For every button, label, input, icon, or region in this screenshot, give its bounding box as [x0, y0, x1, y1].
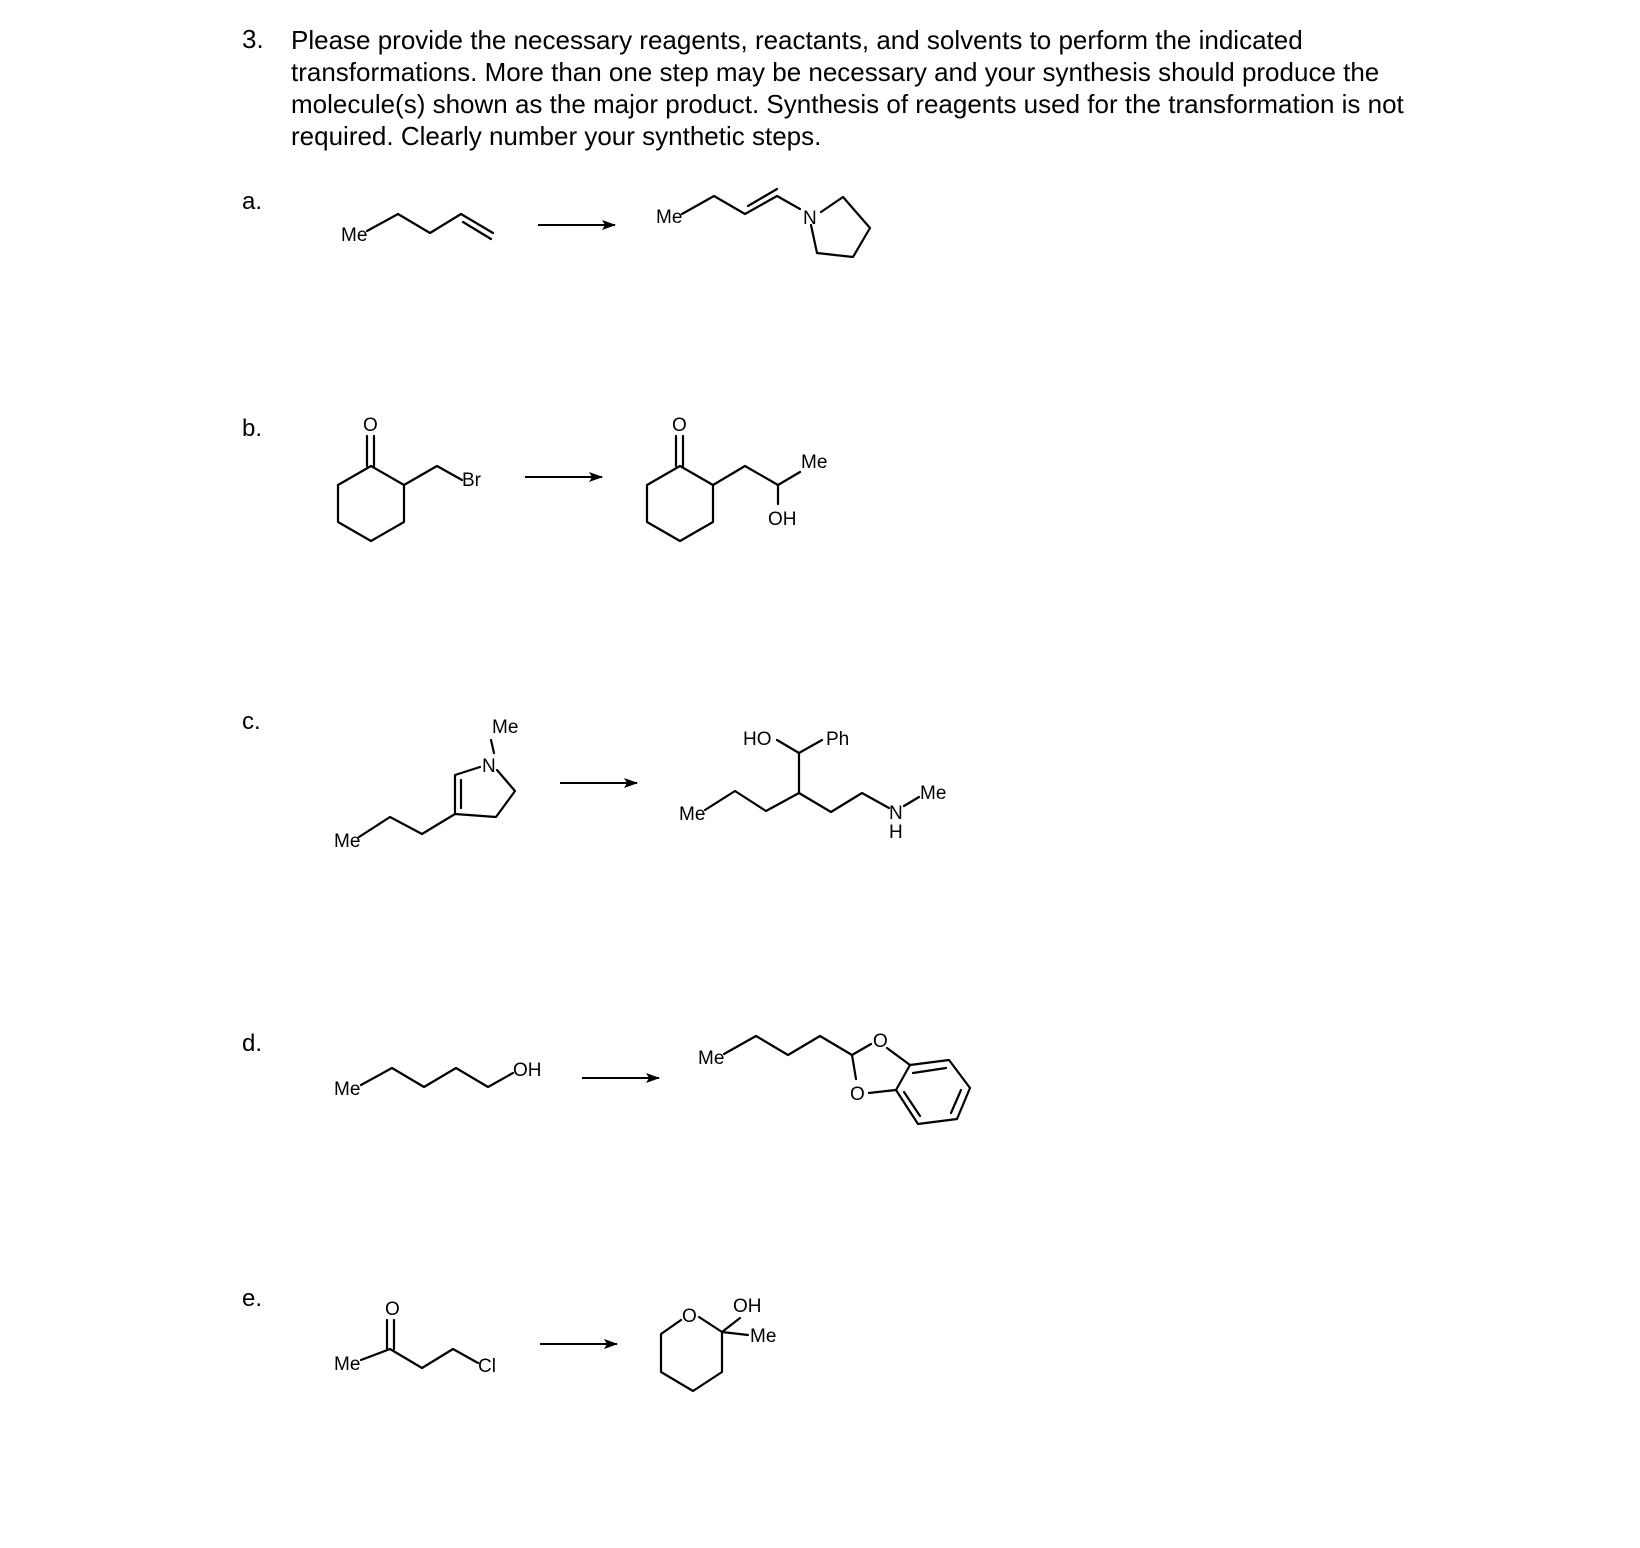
part-d-benzene-db-1: [913, 1068, 946, 1073]
part-e-product-oh-bond: [722, 1318, 740, 1332]
part-a-reactant-chain: [367, 214, 493, 233]
part-b-reactant-o: O: [363, 415, 378, 436]
part-a-reactant-me: Me: [341, 225, 368, 246]
part-c-product-carbinol-bonds: [777, 740, 822, 753]
part-c-n-me-bond: [491, 740, 494, 753]
part-e-reactant: [334, 1299, 496, 1377]
part-d-product-me: Me: [698, 1048, 725, 1069]
part-d-reactant-chain: [361, 1068, 513, 1087]
part-a-label: a.: [242, 188, 263, 215]
part-c-product-chain: [705, 791, 889, 812]
part-c-product-n: N: [889, 803, 903, 824]
part-c-product-n-me: Me: [920, 783, 947, 804]
part-d-product-chain: [724, 1036, 852, 1055]
part-e-reactant-chain: [361, 1349, 478, 1368]
part-c-reactant: [334, 717, 518, 852]
part-d-o1-aryl-bond: [887, 1048, 910, 1065]
part-e-reactant-cl: Cl: [478, 1356, 496, 1377]
part-c-label: c.: [242, 708, 261, 735]
part-b-reactant-br: Br: [462, 470, 481, 491]
part-a-pyrrolidine-ring: [811, 197, 870, 257]
part-e-product: [661, 1296, 776, 1391]
part-b-product-ring: [647, 466, 713, 541]
part-c-product-me: Me: [679, 804, 706, 825]
part-b-product-chain: [713, 466, 800, 485]
part-d-reactant-oh: OH: [513, 1060, 542, 1081]
part-c-product-ho: HO: [743, 729, 772, 750]
part-c-reactant-n: N: [482, 756, 496, 777]
part-e-product-me-bond: [722, 1332, 748, 1335]
part-d-benzene-db-2: [951, 1090, 961, 1113]
part-e-product-oh: OH: [733, 1296, 762, 1317]
part-c-product: [679, 729, 946, 843]
part-b-product-oh: OH: [768, 509, 797, 530]
question-line-1: Please provide the necessary reagents, reactants, and solvents to perform the indicated: [291, 25, 1303, 55]
part-b-reactant-chain: [404, 466, 462, 485]
part-a-product-me: Me: [656, 207, 683, 228]
question-line-4: required. Clearly number your synthetic steps.: [291, 121, 822, 151]
question-line-3: molecule(s) shown as the major product. Synthesis of reagents used for the transformation is not: [291, 89, 1404, 119]
part-b-product-me: Me: [801, 452, 828, 473]
part-a-product-chain: [682, 196, 800, 214]
part-b-product-o: O: [672, 415, 687, 436]
part-d-acetal-o1-bond: [852, 1044, 871, 1055]
part-c-product-h: H: [889, 822, 903, 843]
part-c-ring-bonds-2: [455, 770, 515, 817]
part-e-label: e.: [242, 1285, 263, 1312]
part-a-product-n: N: [803, 208, 817, 229]
part-d-product: [698, 1031, 970, 1124]
part-e-product-me: Me: [750, 1326, 777, 1347]
part-c-ring-bonds-1: [455, 767, 480, 814]
part-c-product-ph: Ph: [826, 729, 850, 750]
part-b-product: [647, 415, 827, 541]
part-c-reactant-me: Me: [334, 831, 361, 852]
part-e-reactant-o: O: [385, 1299, 400, 1320]
part-b-reactant: [338, 415, 482, 541]
part-b-reactant-ring: [338, 466, 404, 541]
question-line-2: transformations. More than one step may be necessary and your synthesis should produce the: [291, 57, 1380, 87]
part-c-product-n-me-bond: [904, 797, 919, 806]
part-d-product-o2: O: [850, 1084, 865, 1105]
part-d-product-o1: O: [873, 1031, 888, 1052]
part-d-label: d.: [242, 1030, 263, 1057]
part-c-reactant-chain: [359, 814, 455, 837]
part-b-label: b.: [242, 415, 263, 442]
part-e-product-ring: [661, 1317, 722, 1391]
part-d-reactant-me: Me: [334, 1079, 361, 1100]
part-a-reactant: [341, 214, 493, 246]
question-number: 3.: [242, 24, 264, 54]
part-d-acetal-o2-bond: [852, 1055, 856, 1079]
part-d-benzene-db-3: [904, 1092, 920, 1116]
part-e-reactant-me: Me: [334, 1354, 361, 1375]
part-a-product: [656, 189, 870, 257]
part-d-o2-aryl-bond: [869, 1090, 896, 1093]
part-d-reactant: [334, 1060, 542, 1100]
part-e-product-o: O: [682, 1306, 697, 1327]
part-c-reactant-n-me: Me: [492, 717, 519, 738]
